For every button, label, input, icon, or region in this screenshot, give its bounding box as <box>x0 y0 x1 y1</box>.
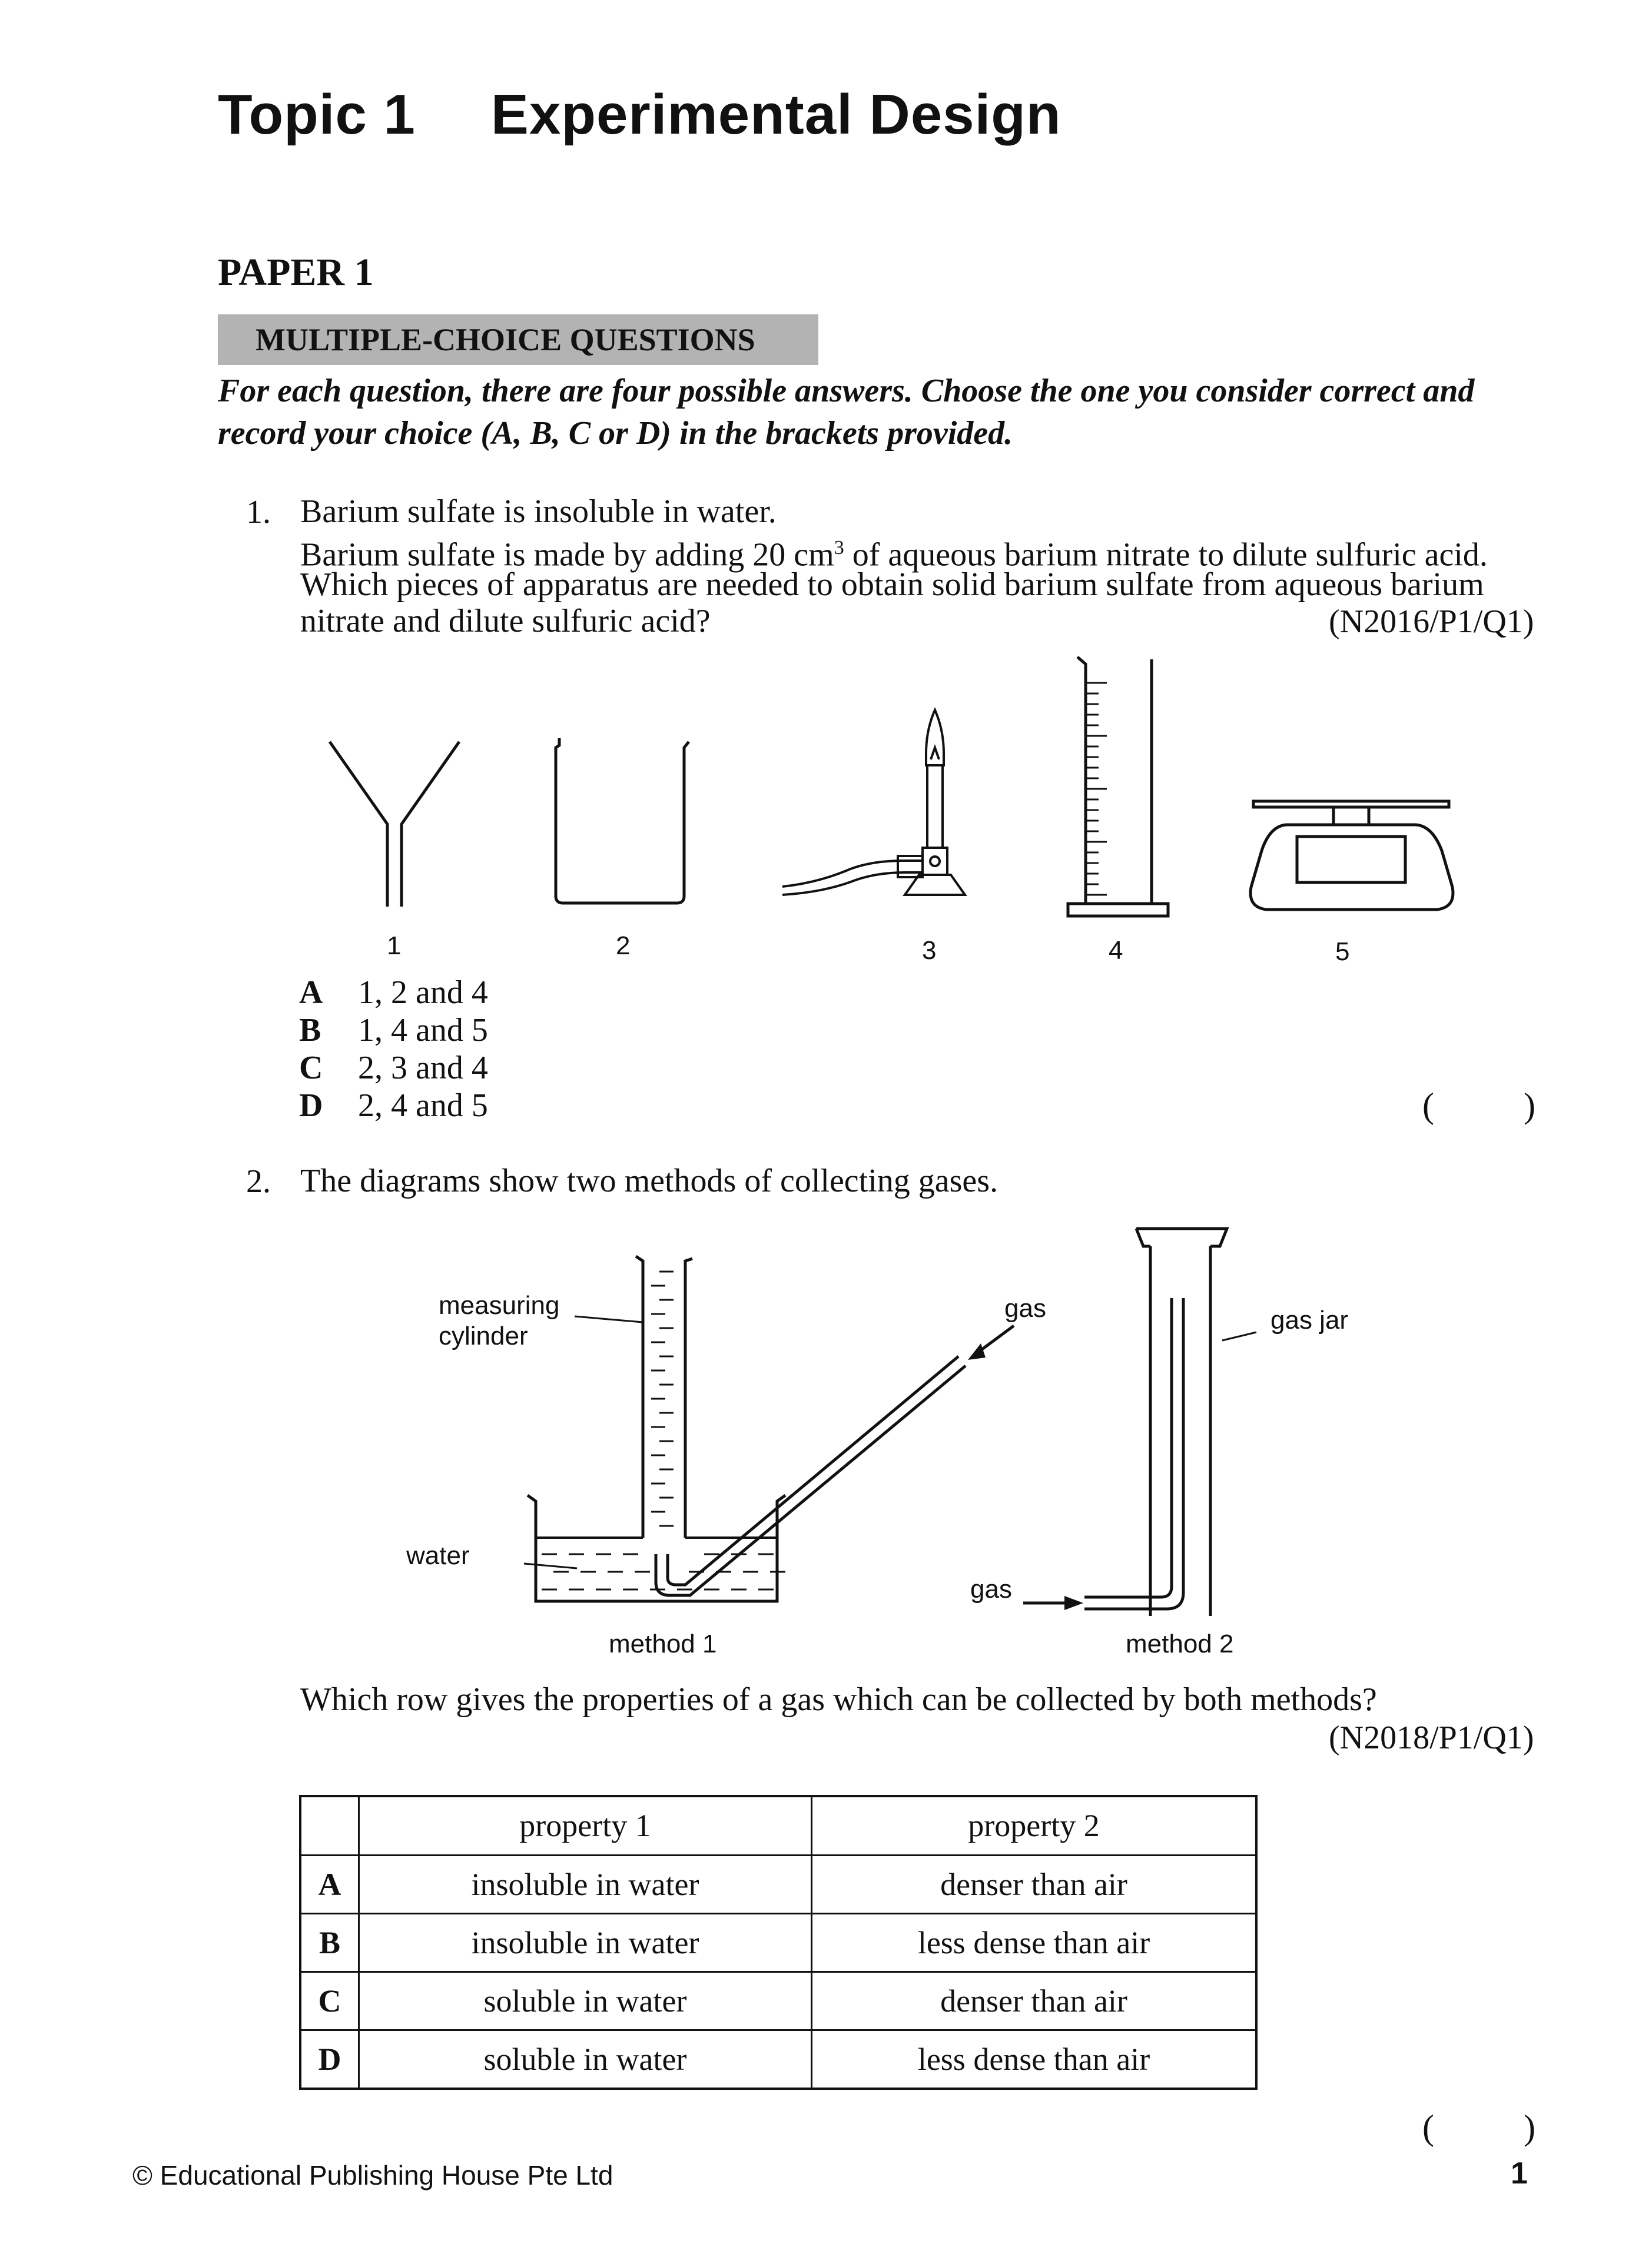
apparatus-label-1: 1 <box>387 931 402 960</box>
q1-option-d-text: 2, 4 and 5 <box>358 1087 488 1124</box>
gas-collection-method-2-diagram <box>977 1227 1307 1622</box>
paper-heading: PAPER 1 <box>218 251 374 294</box>
q1-option-a-letter: A <box>299 974 323 1011</box>
table-header-property-1: property 1 <box>359 1796 812 1855</box>
q1-line-3: Which pieces of apparatus are needed to obtain solid barium sulfate from aqueous barium <box>300 566 1484 603</box>
q1-superscript: 3 <box>834 537 844 559</box>
table-header-property-2: property 2 <box>812 1796 1257 1855</box>
measuring-cylinder-icon <box>1066 653 1172 924</box>
q1-option-b-text: 1, 4 and 5 <box>358 1012 488 1048</box>
row-key: A <box>300 1855 359 1913</box>
q1-line-2-pre: Barium sulfate is made by adding 20 cm <box>300 536 834 573</box>
table-row <box>300 1913 1256 1972</box>
properties-table <box>299 1795 1258 2090</box>
gas-collection-method-1-diagram <box>518 1248 1048 1613</box>
topic-name: Experimental Design <box>490 83 1061 146</box>
table-row <box>300 1855 1256 1913</box>
q1-line-4: nitrate and dilute sulfuric acid? <box>300 603 711 639</box>
q1-option-d-letter: D <box>299 1087 323 1124</box>
label-method-2: method 2 <box>1126 1630 1234 1658</box>
table-header-row <box>300 1796 1256 1855</box>
label-method-1: method 1 <box>609 1630 717 1658</box>
apparatus-label-5: 5 <box>1335 937 1350 966</box>
row-property-1: insoluble in water <box>359 1913 812 1972</box>
topic-title <box>218 82 1061 147</box>
q2-answer-bracket-open[interactable]: ( <box>1422 2108 1434 2147</box>
q1-reference: (N2016/P1/Q1) <box>1329 603 1534 640</box>
apparatus-label-4: 4 <box>1109 936 1123 965</box>
row-key: B <box>300 1913 359 1972</box>
label-measuring: measuring <box>439 1291 560 1320</box>
topic-label: Topic 1 <box>218 83 416 146</box>
q2-answer-bracket-close[interactable]: ) <box>1524 2108 1535 2147</box>
table-row <box>300 2030 1256 2089</box>
beaker-icon <box>548 737 701 908</box>
q1-option-c-text: 2, 3 and 4 <box>358 1050 488 1086</box>
q2-text: The diagrams show two methods of collecting gases. <box>300 1163 999 1199</box>
row-property-2: less dense than air <box>812 1913 1257 1972</box>
row-property-2: denser than air <box>812 1855 1257 1913</box>
row-property-2: denser than air <box>812 1972 1257 2030</box>
page-number: 1 <box>1511 2156 1528 2191</box>
row-property-1: insoluble in water <box>359 1855 812 1913</box>
balance-icon <box>1245 792 1457 927</box>
row-property-2: less dense than air <box>812 2030 1257 2089</box>
label-water: water <box>406 1541 470 1570</box>
row-property-1: soluble in water <box>359 2030 812 2089</box>
apparatus-label-3: 3 <box>922 936 937 965</box>
question-number-2: 2. <box>246 1163 271 1200</box>
q1-line-2-post: of aqueous barium nitrate to dilute sulfuric acid. <box>844 536 1488 573</box>
row-property-1: soluble in water <box>359 1972 812 2030</box>
label-gas-jar: gas jar <box>1270 1306 1349 1335</box>
question-number-1: 1. <box>246 494 271 530</box>
q1-option-a-text: 1, 2 and 4 <box>358 974 488 1011</box>
filter-funnel-icon <box>318 736 471 912</box>
table-row <box>300 1972 1256 2030</box>
q1-option-b-letter: B <box>299 1012 321 1048</box>
instructions: For each question, there are four possible answers. Choose the one you consider correct and record your choice (A, B, C or D) in the brackets provided. <box>218 373 1475 452</box>
bunsen-burner-icon <box>780 706 968 918</box>
footer-copyright: © Educational Publishing House Pte Ltd <box>132 2160 613 2191</box>
q1-answer-bracket-close[interactable]: ) <box>1524 1086 1535 1125</box>
table-header-key <box>300 1796 359 1855</box>
q2-reference: (N2018/P1/Q1) <box>1329 1720 1534 1756</box>
row-key: D <box>300 2030 359 2089</box>
label-cylinder: cylinder <box>439 1322 528 1350</box>
label-gas-top: gas <box>1004 1294 1046 1323</box>
apparatus-label-2: 2 <box>616 931 631 960</box>
row-key: C <box>300 1972 359 2030</box>
q1-line-1: Barium sulfate is insoluble in water. <box>300 493 777 530</box>
label-gas-bottom: gas <box>970 1575 1012 1604</box>
section-banner: MULTIPLE-CHOICE QUESTIONS <box>218 314 818 365</box>
q2-question: Which row gives the properties of a gas which can be collected by both methods? <box>300 1681 1377 1718</box>
q1-option-c-letter: C <box>299 1050 323 1086</box>
q1-answer-bracket-open[interactable]: ( <box>1422 1086 1434 1125</box>
